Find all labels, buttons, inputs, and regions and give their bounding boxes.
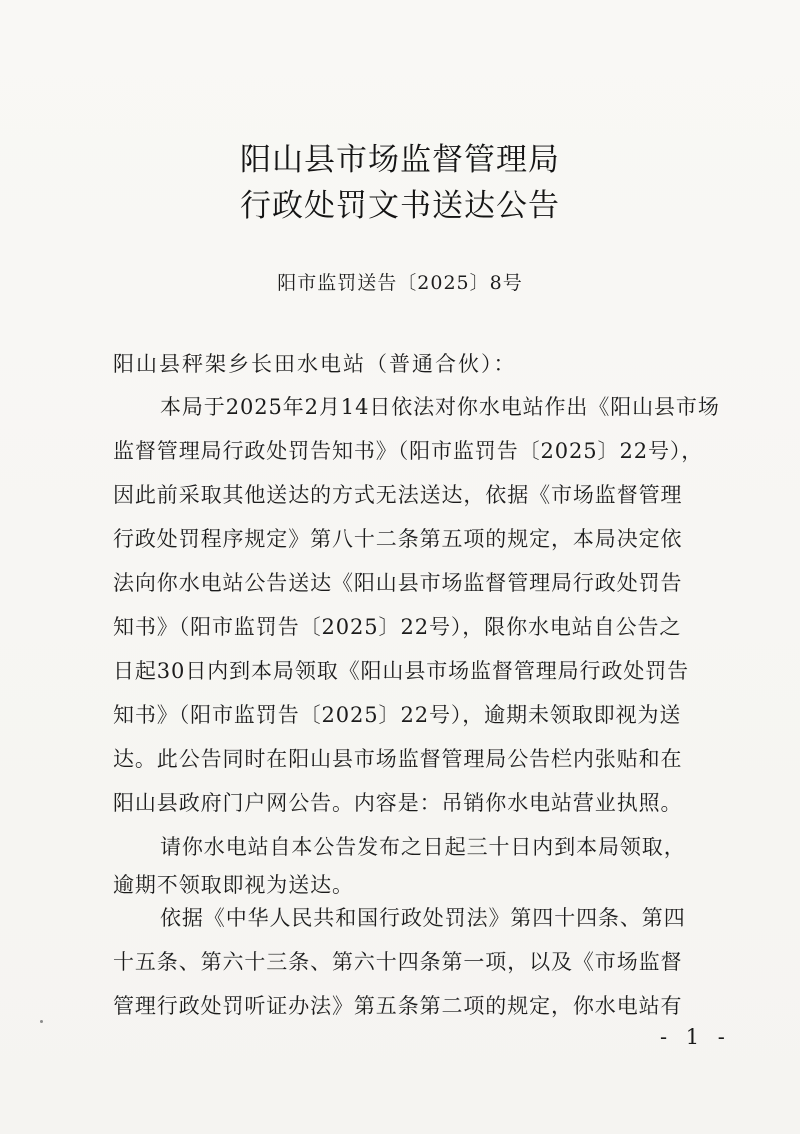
addressee: 阳山县秤架乡长田水电站（普通合伙）： — [113, 352, 517, 376]
paragraph1-line: 法向你水电站公告送达《阳山县市场监督管理局行政处罚告 — [113, 571, 683, 595]
paragraph1-line: 阳山县政府门户网公告。内容是：吊销你水电站营业执照。 — [113, 791, 683, 815]
paragraph1-line: 因此前采取其他送达的方式无法送达，依据《市场监督管理 — [113, 483, 683, 507]
paragraph2-line: 请你水电站自本公告发布之日起三十日内到本局领取， — [160, 835, 686, 859]
paragraph1-line: 知书》（阳市监罚告〔2025〕22号），限你水电站自公告之 — [113, 615, 682, 639]
paragraph1-line: 达。此公告同时在阳山县市场监督管理局公告栏内张贴和在 — [113, 747, 683, 771]
scan-speck — [40, 1020, 43, 1023]
paragraph1-line: 本局于2025年2月14日依法对你水电站作出《阳山县市场 — [160, 395, 720, 419]
paragraph1-line: 监督管理局行政处罚告知书》（阳市监罚告〔2025〕22号）， — [113, 439, 704, 463]
paragraph1-line: 日起30日内到本局领取《阳山县市场监督管理局行政处罚告 — [113, 659, 690, 683]
paragraph3-line: 依据《中华人民共和国行政处罚法》第四十四条、第四 — [160, 906, 686, 930]
paragraph2-line: 逾期不领取即视为送达。 — [113, 873, 354, 897]
page-number: - 1 - — [660, 1025, 731, 1049]
paragraph3-line: 管理行政处罚听证办法》第五条第二项的规定，你水电站有 — [113, 994, 683, 1018]
document-title-line1: 阳山县市场监督管理局 — [240, 142, 560, 178]
paragraph1-line: 知书》（阳市监罚告〔2025〕22号），逾期未领取即视为送 — [113, 703, 682, 727]
paragraph3-line: 十五条、第六十三条、第六十四条第一项，以及《市场监督 — [113, 950, 683, 974]
document-title-line2: 行政处罚文书送达公告 — [240, 188, 560, 224]
paragraph1-line: 行政处罚程序规定》第八十二条第五项的规定，本局决定依 — [113, 527, 683, 551]
document-number: 阳市监罚送告〔2025〕8号 — [277, 272, 523, 294]
